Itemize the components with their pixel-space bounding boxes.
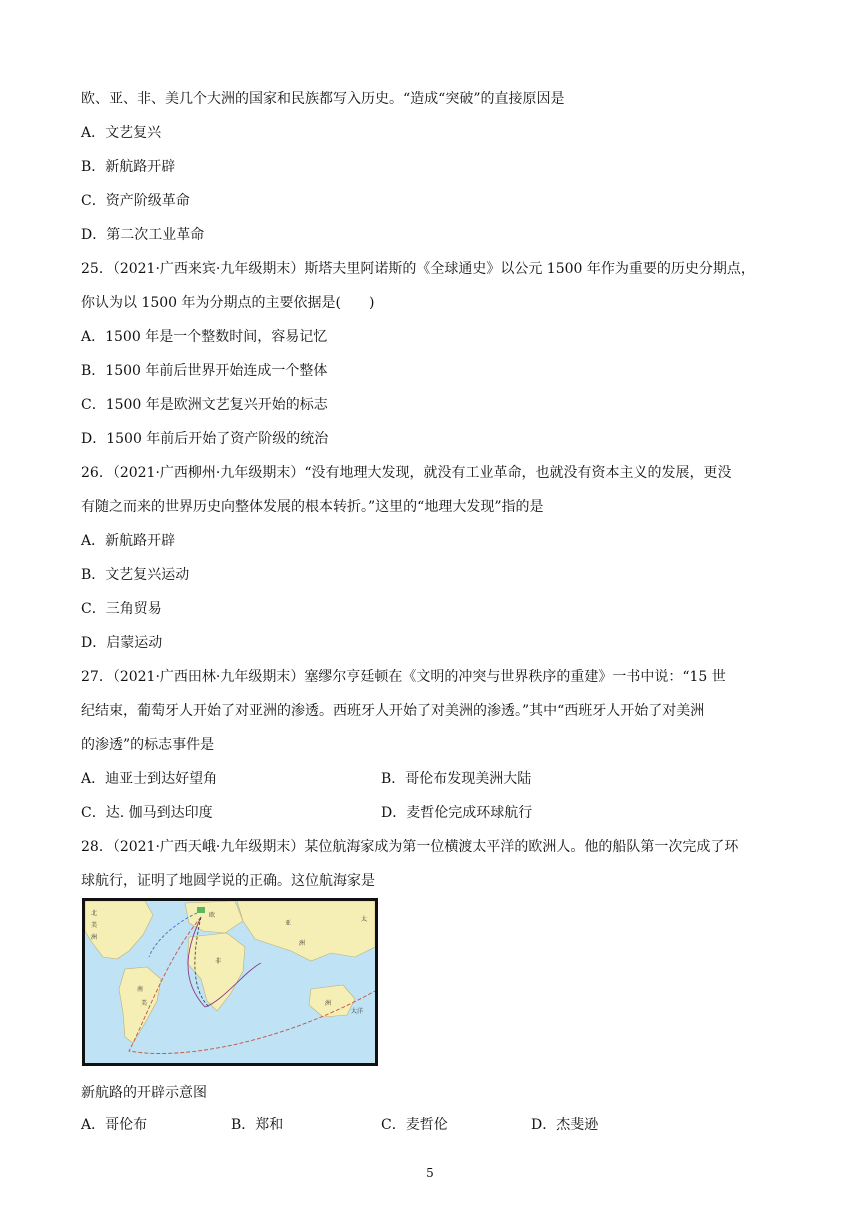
intro-text: 欧、亚、非、美几个大洲的国家和民族都写入历史。“造成“突破”的直接原因是 [81,91,565,107]
q27-option-b[interactable]: B．哥伦布发现美洲大陆 [381,771,532,787]
q27-stem-line1: 27．（2021·广西田林·九年级期末）塞缪尔亨廷顿在《文明的冲突与世界秩序的重建》一书中说：“15 世 [81,669,726,685]
map-label-north: 北 [91,910,98,917]
q25-stem-line1: 25．（2021·广西来宾·九年级期末）斯塔夫里阿诺斯的《全球通史》以公元 1500 年作为重要的历史分期点， [81,261,755,277]
intro-option-c[interactable]: C．资产阶级革命 [81,193,190,209]
map-label-america: 美 [91,922,98,929]
map-label-south: 南 [137,986,144,993]
q26-stem-line1: 26．（2021·广西柳州·九年级期末）“没有地理大发现，就没有工业革命，也就没有资本主义的发展，更没 [81,465,732,481]
q27-stem-line2: 纪结束，葡萄牙人开始了对亚洲的渗透。西班牙人开始了对美洲的渗透。”其中“西班牙人开始了对美洲 [81,703,705,719]
q28-option-a[interactable]: A．哥伦布 [81,1117,148,1133]
q25-option-d[interactable]: D．1500 年前后开始了资产阶级的统治 [81,431,329,447]
q25-stem-line2: 你认为以 1500 年为分期点的主要依据是( ) [81,295,375,311]
q27-stem-line3: 的渗透”的标志事件是 [81,737,215,753]
q27-option-c[interactable]: C．达. 伽马到达印度 [81,805,213,821]
q26-option-d[interactable]: D．启蒙运动 [81,635,163,651]
map-label-pacific-ocean: 大洋 [351,1008,364,1015]
map-label-pacific: 太 [361,916,368,923]
map-label-mei: 美 [141,1000,148,1007]
q28-option-b[interactable]: B．郑和 [231,1117,284,1133]
page-number: 5 [426,1166,434,1180]
q28-stem-line1: 28．（2021·广西天峨·九年级期末）某位航海家成为第一位横渡太平洋的欧洲人。他的船队第一次完成了环 [81,839,739,855]
q26-option-a[interactable]: A．新航路开辟 [81,533,176,549]
map-caption: 新航路的开辟示意图 [81,1085,207,1101]
map-label-africa: 非 [215,958,222,965]
map-label-asia: 亚 [285,920,292,927]
map-label-australia: 洲 [325,1000,332,1007]
map-label-europe: 欧 [209,912,216,919]
q28-stem-line2: 球航行，证明了地圆学说的正确。这位航海家是 [81,873,375,889]
intro-option-d[interactable]: D．第二次工业革命 [81,227,205,243]
q28-option-d[interactable]: D．杰斐逊 [531,1117,599,1133]
new-sea-routes-map [82,898,378,1066]
q28-option-c[interactable]: C．麦哲伦 [381,1117,448,1133]
q25-option-c[interactable]: C．1500 年是欧洲文艺复兴开始的标志 [81,397,328,413]
q28-options [81,1115,681,1135]
intro-option-a[interactable]: A．文艺复兴 [81,125,162,141]
q25-option-b[interactable]: B．1500 年前后世界开始连成一个整体 [81,363,328,379]
map-label-zhou2: 洲 [299,940,306,947]
q26-option-b[interactable]: B．文艺复兴运动 [81,567,190,583]
q25-option-a[interactable]: A．1500 年是一个整数时间，容易记忆 [81,329,328,345]
q27-option-d[interactable]: D．麦哲伦完成环球航行 [381,805,533,821]
q26-stem-line2: 有随之而来的世界历史向整体发展的根本转折。”这里的“地理大发现”指的是 [81,499,544,515]
intro-option-b[interactable]: B．新航路开辟 [81,159,176,175]
q27-option-a[interactable]: A．迪亚士到达好望角 [81,771,218,787]
map-label-zhou: 洲 [91,934,98,941]
q26-option-c[interactable]: C．三角贸易 [81,601,162,617]
